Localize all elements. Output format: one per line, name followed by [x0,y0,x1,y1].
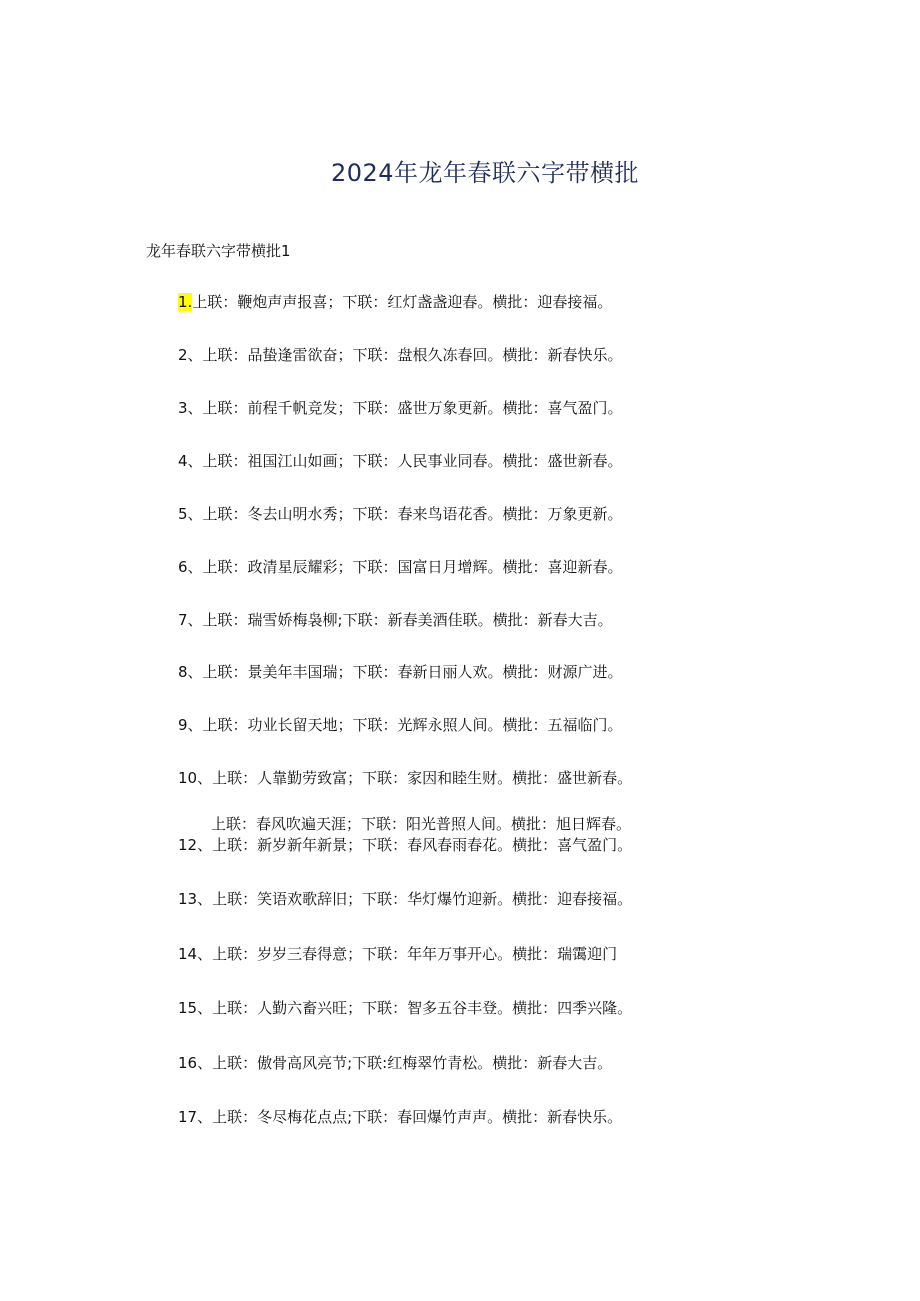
couplet-text: 上联：冬去山明水秀；下联：春来鸟语花香。横批：万象更新。 [202,505,623,523]
couplet-number: 12、 [178,836,213,854]
couplet-text: 上联：春风吹遍天涯；下联：阳光普照人间。横批：旭日辉春。 [211,815,632,833]
couplet-number: 1. [178,293,193,311]
couplet-number: 16、 [178,1054,213,1072]
couplet-item [178,998,632,1018]
document-title: 2024年龙年春联六字带横批 [330,159,640,187]
couplet-number: 2、 [178,346,203,364]
couplet-text: 上联：岁岁三春得意；下联：年年万事开心。横批：瑞霭迎门 [212,945,618,963]
couplet-text: 上联：鞭炮声声报喜；下联：红灯盏盏迎春。横批：迎春接福。 [192,293,613,311]
couplet-item [178,715,623,735]
couplet-text: 上联：瑞雪娇梅袅柳;下联：新春美酒佳联。横批：新春大吉。 [202,611,613,629]
couplet-text: 上联：品蛰逢雷欲奋；下联：盘根久冻春回。横批：新春快乐。 [202,346,623,364]
couplet-number: 9、 [178,716,203,734]
couplet-text: 上联：新岁新年新景；下联：春风春雨春花。横批：喜气盈门。 [212,836,633,854]
couplet-number: 15、 [178,999,213,1017]
couplet-item [178,398,623,418]
couplet-item [178,889,632,909]
couplet-number: 8、 [178,663,203,681]
couplet-number: 7、 [178,611,203,629]
couplet-text: 上联：傲骨高风亮节;下联:红梅翠竹青松。横批：新春大吉。 [212,1054,613,1072]
couplet-item [178,944,617,964]
couplet-text: 上联：政清星辰耀彩；下联：国富日月增辉。横批：喜迎新春。 [202,558,623,576]
couplet-item [178,292,612,312]
couplet-item [178,662,623,682]
couplet-item [178,1053,612,1073]
couplet-item [178,451,623,471]
couplet-item [211,814,631,834]
couplet-number: 4、 [178,452,203,470]
couplet-text: 上联：功业长留天地；下联：光辉永照人间。横批：五福临门。 [202,716,623,734]
couplet-number: 3、 [178,399,203,417]
couplet-item [178,557,623,577]
couplet-number: 5、 [178,505,203,523]
couplet-item [178,610,613,630]
couplet-text: 上联：笑语欢歌辞旧；下联：华灯爆竹迎新。横批：迎春接福。 [212,890,633,908]
couplet-item [178,768,632,788]
couplet-item [178,835,632,855]
couplet-text: 上联：祖国江山如画；下联：人民事业同春。横批：盛世新春。 [202,452,623,470]
couplet-number: 10、 [178,769,213,787]
couplet-text: 上联：冬尽梅花点点;下联：春回爆竹声声。横批：新春快乐。 [212,1108,623,1126]
couplet-item [178,504,623,524]
couplet-text: 上联：前程千帆竞发；下联：盛世万象更新。横批：喜气盈门。 [202,399,623,417]
couplet-number: 13、 [178,890,213,908]
couplet-item [178,1107,622,1127]
couplet-text: 上联：人勤六畜兴旺；下联：智多五谷丰登。横批：四季兴隆。 [212,999,633,1017]
section-heading: 龙年春联六字带横批1 [146,242,291,260]
couplet-number: 14、 [178,945,213,963]
couplet-number: 6、 [178,558,203,576]
couplet-text: 上联：景美年丰国瑞；下联：春新日丽人欢。横批：财源广进。 [202,663,623,681]
couplet-item [178,345,623,365]
couplet-number: 17、 [178,1108,213,1126]
couplet-text: 上联：人靠勤劳致富；下联：家因和睦生财。横批：盛世新春。 [212,769,633,787]
